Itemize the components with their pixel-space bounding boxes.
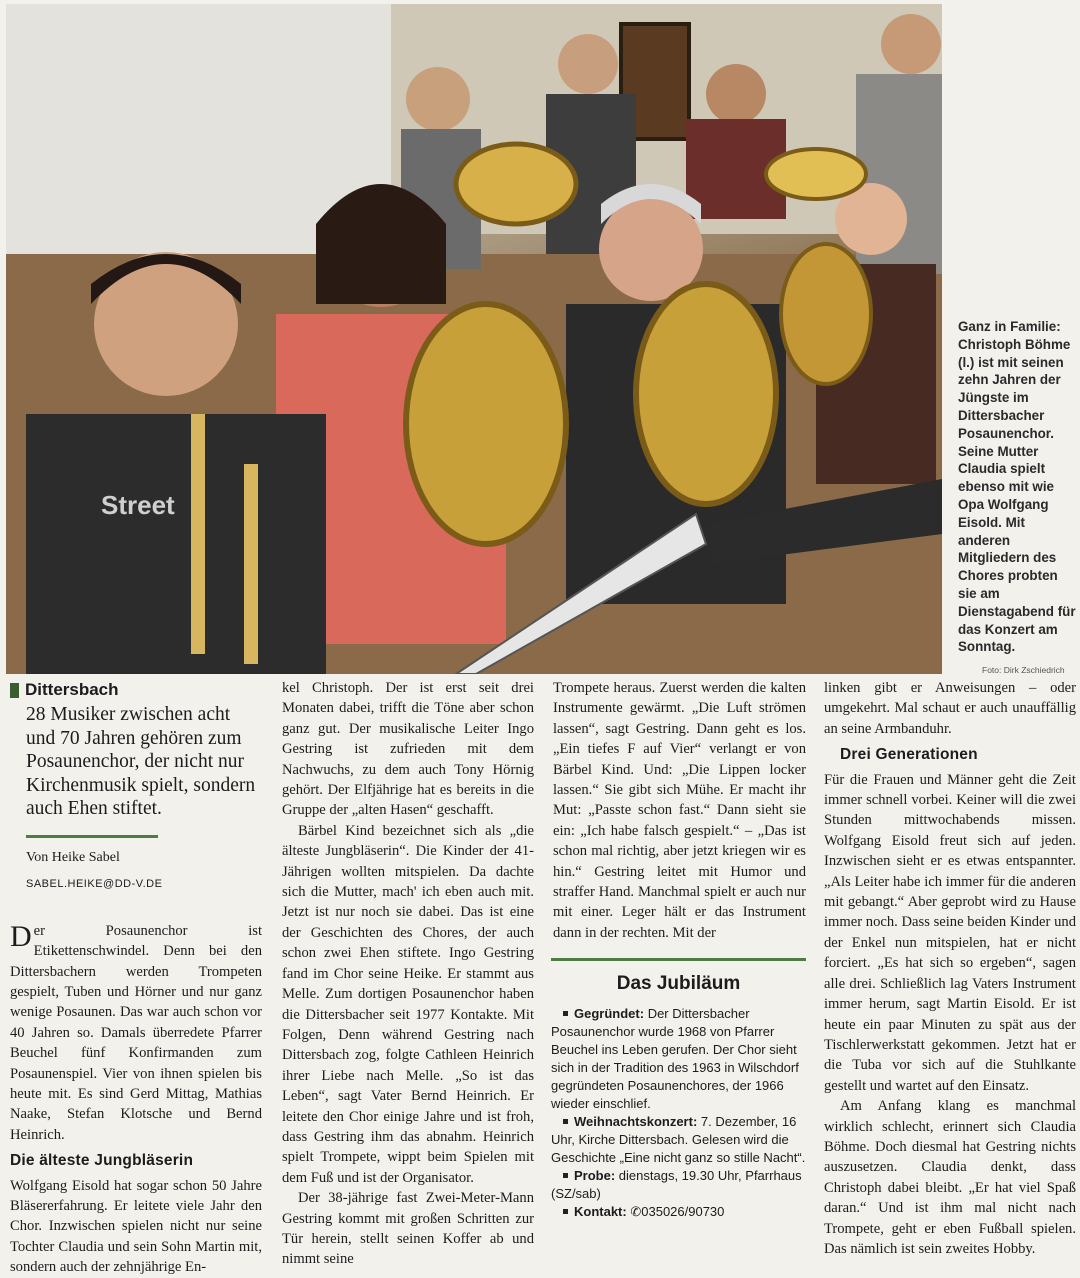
paragraph: Für die Frauen und Männer geht die Zeit immer schnell vorbei. Keiner will die zwei Stunden mittwochabends missen. Wolfgang Eisold freut sich auf jeden. Inzwischen sieht er es etwas entspannter. „Als Leiter habe ich immer für die anderen mit gebangt.“ Aber geprobt wird zu Hause immer noch. Dass seine beiden Kinder und der Enkel nun mitspielen, hat er nicht forciert. „Es hat sich so ergeben“, sagen alle drei. Schließlich lag Vaters Instrument immer herum, sagt Martin Eisold. Er ist heute ein paar Minuten zu spät aus der Tischlerwerkstatt gekommen. Jetzt hat er die Tuba vor sich auf die Stuhlkante gestellt und wartet auf den Einsatz. (824, 771, 1076, 1094)
paragraph: Trompete heraus. Zuerst werden die kalten Instrumente gewärmt. „Die Luft strömen lassen“, sagt Gestring. Dann geht es los. „Ein tiefes F auf Vier“ verlangt er von Bärbel Kind. Und: „Die Lippen locker lassen.“ Sie gibt sich Mühe. Er macht ihr Mut: „Passte schon fast.“ Dann sieht sie ein: „Ich habe falsch gespielt.“ – „Das ist schon mal richtig, aber jetzt kriegen wir es hin.“ Gestring leitet mit Humor und straffer Hand. Manchmal spielt er auch nur mit einer. Leger hält er das Instrument dann in der rechten. Mit der (553, 680, 806, 941)
column-3 (553, 678, 806, 943)
paragraph: linken gibt er Anweisungen – oder umgekehrt. Mal schaut er auch unauffällig an seine Armbanduhr. (824, 680, 1076, 737)
subheading: Die älteste Jungbläserin (10, 1152, 194, 1170)
dateline-text: Dittersbach (25, 680, 119, 699)
bullet-icon (563, 1209, 568, 1214)
paragraph: Der 38-jährige fast Zwei-Meter-Mann Gestring kommt mit großen Schritten zur Tür herein, stellt seinen Koffer ab und nimmt seine (282, 1190, 534, 1268)
paragraph (10, 921, 262, 1145)
info-item (551, 1203, 806, 1221)
info-label: Kontakt: (574, 1204, 627, 1219)
column-2 (282, 678, 534, 1270)
info-item (551, 1113, 806, 1167)
drop-cap: D (10, 919, 32, 953)
author-email: SABEL.HEIKE@DD-V.DE (26, 878, 163, 891)
divider (26, 835, 158, 838)
info-text: 7. Dezember, 16 Uhr, Kirche Dittersbach. Gelesen wird die Geschichte „Eine nicht ganz so stille Nacht“. (551, 1114, 806, 1165)
paragraph-text: er Posaunenchor ist Etikettenschwindel. Denn bei den Dittersbachern werden Trompeten gespielt, Tuben und Hörner und nur ganz wenige Posaunen. Das war auch schon vor 40 Jahren so. Damals überredete Pfarrer Beuchel fünf Konfirmanden zum Posaunenspiel. Vier von ihnen spielen bis heute mit. Es sind Gerd Mittag, Mathias Naake, Stefan Klotsche und Bernd Heinrich. (10, 922, 262, 1143)
paragraph: Am Anfang klang es manchmal wirklich schlecht, erinnert sich Claudia Böhme. Doch diesmal hat Gestring nichts auszusetzen. Claudia denkt, dass Christoph dabei bleibt. „Er hat viel Spaß daran.“ Und ist ihm mal nicht nach Trompete, geht er eben Fußball spielen. Das nämlich ist sein zweites Hobby. (824, 1098, 1076, 1257)
info-box (551, 958, 806, 1271)
paragraph: kel Christoph. Der ist erst seit drei Monaten dabei, trifft die Töne aber schon ganz gut. Der musikalische Leiter Ingo Gestring ist zufrieden mit dem Nachwuchs, zu dem auch Tony Hörnig gehört. Der Elfjährige hat es bereits in die Gruppe der „alten Hasen“ geschafft. (282, 680, 534, 819)
column-1 (10, 680, 262, 1278)
article-photo (6, 4, 942, 674)
info-text: dienstags, 19.30 Uhr, Pfarrhaus (SZ/sab) (551, 1168, 802, 1201)
info-item (551, 1167, 806, 1203)
info-label: Weihnachtskonzert: (574, 1114, 698, 1129)
bullet-icon (563, 1011, 568, 1016)
photo-caption: Ganz in Familie: Christoph Böhme (l.) ist mit seinen zehn Jahren der Jüngste im Dittersbacher Posaunenchor. Seine Mutter Claudia spielt ebenso mit wie Opa Wolfgang Eisold. Mit anderen Mitgliedern des Chores probten sie am Dienstagabend für das Konzert am Sonntag. (958, 319, 1076, 655)
brass-band-photo (6, 4, 942, 674)
subheading: Drei Generationen (840, 746, 978, 764)
article-lead: 28 Musiker zwischen acht und 70 Jahren gehören zum Posaunenchor, der nicht nur Kirchenmusik spielt, sondern auch Ehen stiftet. (26, 704, 256, 820)
column-4 (824, 678, 1076, 1259)
dateline-marker (10, 683, 19, 698)
info-box-title: Das Jubiläum (616, 973, 741, 994)
phone-icon: ✆ (630, 1204, 642, 1219)
paragraph: Wolfgang Eisold hat sogar schon 50 Jahre Bläsererfahrung. Er leitete viele Jahr den Chor. Inzwischen spielen nicht nur seine Tochter Claudia und sein Sohn Martin mit, sondern auch der zehnjährige En- (10, 1177, 262, 1276)
info-label: Probe: (574, 1168, 616, 1183)
bullet-icon (563, 1173, 568, 1178)
svg-text:Street: Street (101, 490, 175, 520)
photo-credit: Foto: Dirk Zschiedrich (982, 665, 1065, 675)
paragraph: Bärbel Kind bezeichnet sich als „die älteste Jungbläserin“. Die Kinder der 41-Jährigen wollten mitspielen. Da dachte sich die Mutter, mach' ich eben auch mit. Jetzt ist nur noch sie dabei. Das ist eine der Geschichten des Chores, der auch schon zwei Ehen stiftete. Ingo Gestring fand im Chor seine Heike. Er stammt aus Melle. Zum dortigen Posaunenchor haben die Dittersbacher seit 1977 Kontakte. Mit Folgen, Denn während Gestring nach Dittersbach zog, folgte Cathleen Heinrich ihrer Liebe nach Melle. „So ist das Leben“, sagt Vater Bernd Heinrich. Er leitete den Chor einige Jahre und ist froh, dass Gestring ihm das abnahm. Heinrich spielt Trompete, wippt beim Spielen mit dem Fuß und ist der Organisator. (282, 822, 534, 1186)
bullet-icon (563, 1119, 568, 1124)
info-text: 035026/90730 (641, 1204, 725, 1219)
dateline (10, 680, 262, 700)
author-byline: Von Heike Sabel (26, 849, 120, 865)
info-text: Der Dittersbacher Posaunenchor wurde 1968 von Pfarrer Beuchel ins Leben gerufen. Der Chor sieht sich in der Tradition des 1963 in Wilschdorf gegründeten Posaunenchores, der 1966 wieder einschlief. (551, 1006, 799, 1111)
info-label: Gegründet: (574, 1006, 645, 1021)
info-item (551, 1005, 806, 1113)
